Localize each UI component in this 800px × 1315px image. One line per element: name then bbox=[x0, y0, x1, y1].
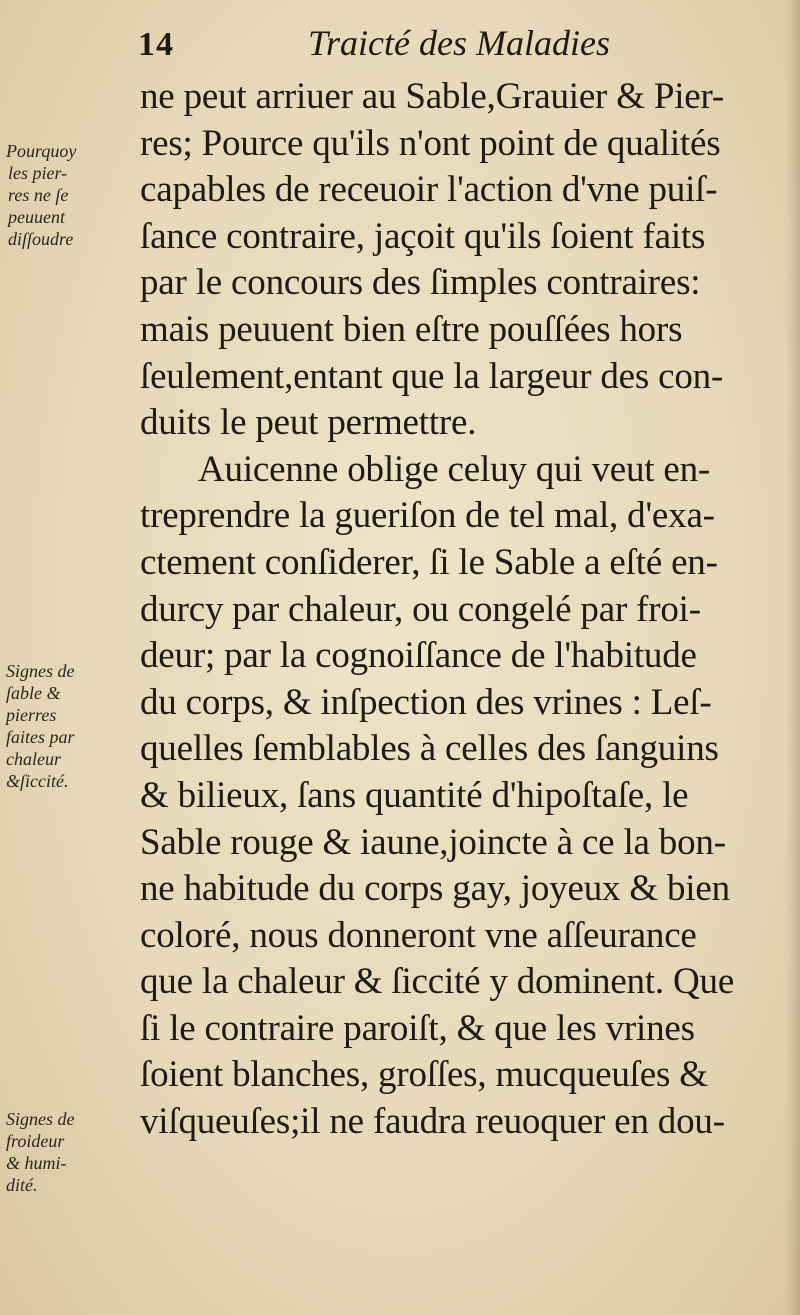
margin-note-line: les pier- bbox=[8, 163, 68, 183]
margin-note-line: dité. bbox=[6, 1175, 38, 1195]
margin-note-line: ſable & bbox=[6, 683, 61, 703]
margin-note-signs-cold bbox=[6, 1108, 74, 1196]
margin-note-line: & humi- bbox=[6, 1153, 67, 1173]
text-line: du corps, & inſpection des vrines : Leſ- bbox=[140, 681, 712, 723]
margin-note-line: Pourquoy bbox=[6, 141, 77, 161]
margin-note-line: diſſoudre bbox=[8, 229, 74, 249]
text-line: ſance contraire, jaçoit qu'ils ſoient faits bbox=[140, 215, 706, 257]
text-line: deur; par la cognoiſſance de l'habitude bbox=[140, 635, 697, 677]
text-line: mais peuuent bien eſtre pouſſées hors bbox=[140, 308, 683, 350]
text-line: & bilieux, ſans quantité d'hipoſtaſe, le bbox=[140, 774, 689, 816]
text-line: ſi le contraire paroiſt, & que les vrines bbox=[140, 1007, 695, 1049]
text-line: quelles ſemblables à celles des ſanguins bbox=[140, 728, 719, 770]
margin-note-line: res ne ſe bbox=[8, 185, 69, 205]
margin-note-line: chaleur bbox=[6, 749, 61, 769]
margin-note-line: Signes de bbox=[6, 661, 75, 681]
text-line: ſeulement,entant que la largeur des con- bbox=[140, 355, 724, 397]
margin-note-line: Signes de bbox=[6, 1109, 75, 1129]
margin-note-why-stones bbox=[6, 140, 76, 250]
text-line: res; Pource qu'ils n'ont point de qualités bbox=[140, 122, 721, 164]
margin-note-line: &ſiccité. bbox=[6, 771, 69, 791]
page-edge-shadow bbox=[786, 0, 800, 1315]
text-line: ctement conſiderer, ſi le Sable a eſté en- bbox=[140, 541, 718, 583]
text-line: durcy par chaleur, ou congelé par froi- bbox=[140, 588, 701, 630]
page-number: 14 bbox=[138, 26, 174, 63]
text-line: ſoient blanches, groſſes, mucqueuſes & bbox=[140, 1054, 708, 1096]
margin-note-line: froideur bbox=[6, 1131, 65, 1151]
margin-note-line: faites par bbox=[6, 727, 75, 747]
text-line: par le concours des ſimples contraires: bbox=[140, 262, 701, 304]
text-line: ne habitude du corps gay, joyeux & bien bbox=[140, 868, 730, 910]
running-title: Traicté des Maladies bbox=[308, 23, 610, 63]
text-line: viſqueuſes;il ne faudra reuoquer en dou- bbox=[140, 1101, 725, 1143]
text-line: duits le peut permettre. bbox=[140, 402, 477, 444]
text-line: Sable rouge & iaune,joincte à ce la bon- bbox=[140, 821, 726, 863]
text-line: que la chaleur & ſiccité y dominent. Que bbox=[140, 961, 735, 1003]
text-line: coloré, nous donneront vne aſſeurance bbox=[140, 914, 697, 956]
text-line-paragraph-start: Auicenne oblige celuy qui veut en- bbox=[198, 448, 711, 490]
margin-note-line: pierres bbox=[6, 705, 57, 725]
main-text-block bbox=[140, 74, 780, 1146]
text-line: ne peut arriuer au Sable,Grauier & Pier- bbox=[140, 76, 725, 117]
margin-note-line: peuuent bbox=[8, 207, 65, 227]
text-line: treprendre la gueriſon de tel mal, d'exa- bbox=[140, 495, 715, 537]
margin-note-signs-heat bbox=[6, 660, 75, 792]
text-line: capables de receuoir l'action d'vne puiſ- bbox=[140, 169, 718, 211]
